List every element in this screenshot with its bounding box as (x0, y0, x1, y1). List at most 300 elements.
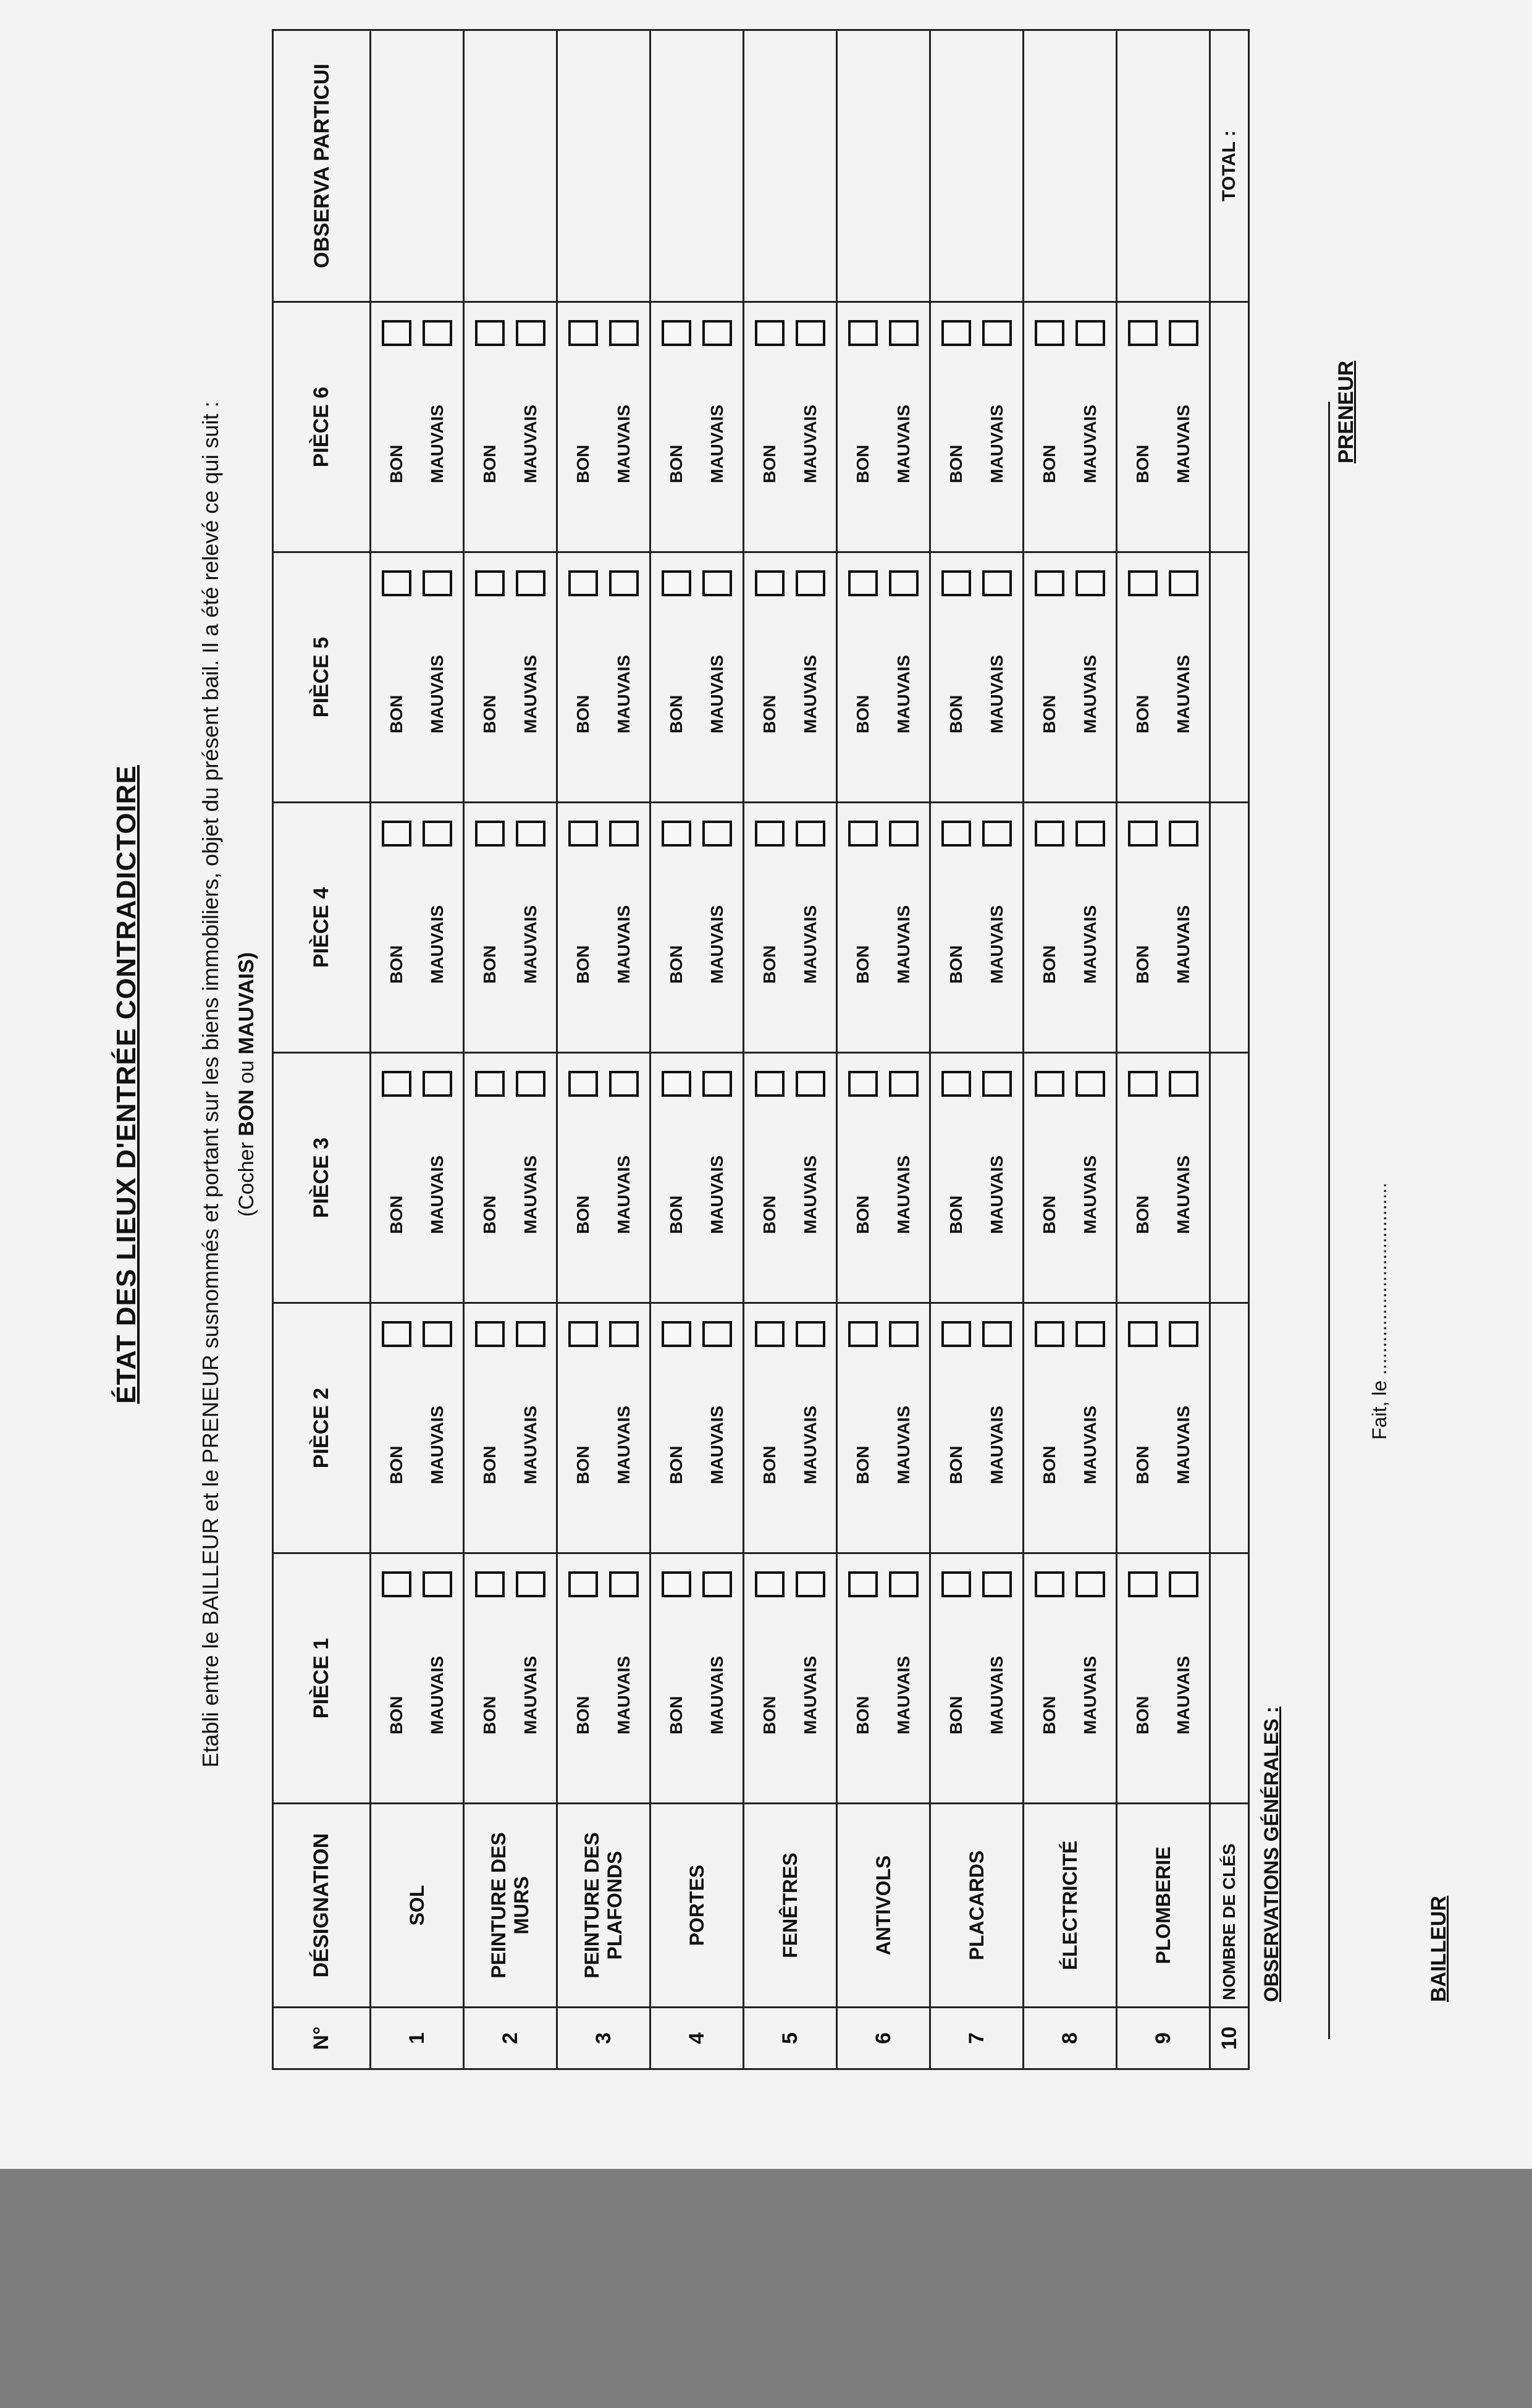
option-mauvais (1075, 553, 1105, 733)
bon-label: BON (387, 695, 406, 733)
bon-label: BON (760, 695, 779, 733)
mauvais-checkbox[interactable] (889, 821, 919, 847)
keys-count-cell[interactable] (1210, 552, 1249, 803)
bon-checkbox[interactable] (568, 570, 598, 596)
bon-checkbox[interactable] (1128, 1321, 1158, 1347)
bon-checkbox[interactable] (662, 821, 691, 847)
header-designation: DÉSIGNATION (273, 1804, 371, 2008)
option-bon (568, 303, 598, 483)
piece-3-cell (837, 1053, 930, 1303)
mauvais-checkbox[interactable] (702, 320, 732, 346)
mauvais-checkbox[interactable] (423, 821, 452, 847)
bon-checkbox[interactable] (1035, 320, 1064, 346)
mauvais-checkbox[interactable] (982, 821, 1012, 847)
observation-cell[interactable] (744, 30, 837, 302)
piece-1-cell (744, 1553, 837, 1804)
observation-cell[interactable] (464, 30, 557, 302)
piece-4-cell (557, 803, 650, 1053)
date-line: Fait, le ................................... (1368, 1182, 1391, 1440)
option-mauvais (702, 803, 732, 984)
row-designation: FENÊTRES (744, 1804, 837, 2008)
option-mauvais (609, 553, 639, 733)
option-mauvais (982, 1554, 1012, 1734)
condition-options (1128, 1054, 1198, 1302)
bon-checkbox[interactable] (941, 1071, 971, 1097)
bon-checkbox[interactable] (382, 821, 411, 847)
bon-checkbox[interactable] (848, 570, 878, 596)
keys-count-cell[interactable] (1210, 803, 1249, 1053)
mauvais-label: MAUVAIS (614, 654, 633, 733)
bon-label: BON (1133, 1696, 1152, 1734)
mauvais-checkbox[interactable] (609, 1571, 639, 1597)
bon-label: BON (573, 444, 592, 483)
mauvais-checkbox[interactable] (516, 821, 545, 847)
bon-checkbox[interactable] (382, 1321, 411, 1347)
instruction-prefix: (Cocher (235, 1142, 258, 1217)
condition-options (848, 1054, 919, 1302)
bon-checkbox[interactable] (848, 1571, 878, 1597)
row-number: 1 (371, 2008, 464, 2069)
bon-checkbox[interactable] (475, 320, 505, 346)
piece-3-cell (744, 1053, 837, 1303)
bon-checkbox[interactable] (755, 1321, 785, 1347)
option-bon (568, 553, 598, 733)
bon-label: BON (946, 945, 966, 984)
mauvais-label: MAUVAIS (707, 1155, 726, 1234)
option-mauvais (423, 553, 452, 733)
bon-checkbox[interactable] (1035, 821, 1064, 847)
piece-5-cell (1117, 552, 1210, 803)
document-title: ÉTAT DES LIEUX D'ENTRÉE CONTRADICTOIRE (111, 765, 141, 1404)
bon-checkbox[interactable] (568, 821, 598, 847)
bon-checkbox[interactable] (1128, 821, 1158, 847)
bon-label: BON (1040, 1195, 1059, 1234)
bon-checkbox[interactable] (848, 320, 878, 346)
bon-checkbox[interactable] (475, 1571, 505, 1597)
bon-label: BON (853, 695, 872, 733)
bon-checkbox[interactable] (382, 1071, 411, 1097)
bon-checkbox[interactable] (1128, 1571, 1158, 1597)
keys-count-cell[interactable] (1210, 302, 1249, 552)
mauvais-label: MAUVAIS (707, 404, 726, 483)
mauvais-label: MAUVAIS (987, 1155, 1006, 1234)
mauvais-checkbox[interactable] (423, 1321, 452, 1347)
bon-checkbox[interactable] (848, 1071, 878, 1097)
bon-checkbox[interactable] (941, 570, 971, 596)
condition-options (382, 1304, 452, 1552)
mauvais-checkbox[interactable] (1169, 570, 1198, 596)
bon-checkbox[interactable] (382, 1571, 411, 1597)
bon-checkbox[interactable] (755, 320, 785, 346)
piece-1-cell (1117, 1553, 1210, 1804)
piece-3-cell (464, 1053, 557, 1303)
condition-options (1035, 553, 1105, 801)
option-bon (1128, 1554, 1158, 1734)
bon-checkbox[interactable] (1035, 1571, 1064, 1597)
piece-4-cell (837, 803, 930, 1053)
condition-options (1128, 803, 1198, 1052)
header-piece-1: PIÈCE 1 (273, 1553, 371, 1804)
bon-checkbox[interactable] (475, 821, 505, 847)
mauvais-label: MAUVAIS (987, 654, 1006, 733)
bon-label: BON (1040, 1445, 1059, 1484)
bon-checkbox[interactable] (568, 320, 598, 346)
option-bon (475, 803, 505, 984)
mauvais-checkbox[interactable] (1075, 570, 1105, 596)
mauvais-checkbox[interactable] (609, 570, 639, 596)
observation-cell[interactable] (1024, 30, 1117, 302)
mauvais-label: MAUVAIS (707, 654, 726, 733)
bon-label: BON (573, 1445, 592, 1484)
mauvais-label: MAUVAIS (521, 1155, 540, 1234)
mauvais-checkbox[interactable] (982, 1071, 1012, 1097)
bon-label: BON (1040, 1696, 1059, 1734)
mauvais-checkbox[interactable] (796, 1571, 825, 1597)
inspection-table (272, 29, 1250, 2070)
mauvais-label: MAUVAIS (1080, 1655, 1100, 1734)
mauvais-checkbox[interactable] (982, 1571, 1012, 1597)
bon-label: BON (946, 1696, 966, 1734)
option-bon (941, 803, 971, 984)
row-number: 2 (464, 2008, 557, 2069)
condition-options (1035, 1054, 1105, 1302)
condition-options (755, 1304, 825, 1552)
mauvais-checkbox[interactable] (609, 320, 639, 346)
row-designation: PEINTURE DES PLAFONDS (557, 1804, 650, 2008)
option-bon (662, 1054, 691, 1234)
mauvais-checkbox[interactable] (796, 320, 825, 346)
mauvais-checkbox[interactable] (1075, 1321, 1105, 1347)
option-mauvais (1075, 803, 1105, 984)
bon-checkbox[interactable] (382, 570, 411, 596)
bon-label: BON (667, 444, 686, 483)
piece-5-cell (464, 552, 557, 803)
bon-checkbox[interactable] (662, 1571, 691, 1597)
mauvais-label: MAUVAIS (521, 404, 540, 483)
bon-label: BON (480, 695, 499, 733)
mauvais-checkbox[interactable] (1075, 821, 1105, 847)
piece-5-cell (1024, 552, 1117, 803)
table-row (557, 30, 650, 2069)
piece-2-cell (744, 1303, 837, 1553)
header-observations: OBSERVA PARTICUI (273, 30, 371, 302)
mauvais-checkbox[interactable] (609, 821, 639, 847)
condition-options (941, 803, 1012, 1052)
mauvais-label: MAUVAIS (614, 1405, 633, 1484)
piece-5-cell (837, 552, 930, 803)
option-bon (848, 553, 878, 733)
mauvais-checkbox[interactable] (423, 320, 452, 346)
condition-options (662, 803, 732, 1052)
option-mauvais (982, 803, 1012, 984)
option-bon (1128, 1054, 1158, 1234)
bon-checkbox[interactable] (1128, 570, 1158, 596)
bon-label: BON (760, 945, 779, 984)
table-row (650, 30, 744, 2069)
piece-6-cell (1117, 302, 1210, 552)
piece-6-cell (744, 302, 837, 552)
mauvais-checkbox[interactable] (796, 821, 825, 847)
bon-label: BON (946, 444, 966, 483)
keys-count-cell[interactable] (1210, 1553, 1249, 1804)
bon-checkbox[interactable] (475, 1321, 505, 1347)
mauvais-label: MAUVAIS (801, 905, 820, 984)
piece-6-cell (1024, 302, 1117, 552)
mauvais-checkbox[interactable] (516, 570, 545, 596)
bon-checkbox[interactable] (662, 1321, 691, 1347)
mauvais-label: MAUVAIS (1174, 905, 1193, 984)
option-bon (755, 303, 785, 483)
piece-6-cell (371, 302, 464, 552)
mauvais-checkbox[interactable] (1075, 1071, 1105, 1097)
mauvais-checkbox[interactable] (796, 570, 825, 596)
observation-cell[interactable] (650, 30, 744, 302)
option-bon (475, 1054, 505, 1234)
mauvais-checkbox[interactable] (516, 1571, 545, 1597)
piece-2-cell (371, 1303, 464, 1553)
signature-bailleur: BAILLEUR (1427, 1896, 1450, 2002)
option-mauvais (982, 1304, 1012, 1484)
mauvais-checkbox[interactable] (702, 1071, 732, 1097)
mauvais-checkbox[interactable] (1169, 1571, 1198, 1597)
mauvais-label: MAUVAIS (1174, 404, 1193, 483)
option-mauvais (702, 303, 732, 483)
bon-label: BON (667, 695, 686, 733)
option-bon (475, 1554, 505, 1734)
bon-checkbox[interactable] (755, 1571, 785, 1597)
condition-options (1035, 1554, 1105, 1802)
mauvais-checkbox[interactable] (423, 1571, 452, 1597)
mauvais-checkbox[interactable] (1075, 1571, 1105, 1597)
piece-2-cell (930, 1303, 1024, 1553)
mauvais-checkbox[interactable] (702, 1321, 732, 1347)
piece-3-cell (1117, 1053, 1210, 1303)
condition-options (941, 303, 1012, 551)
option-bon (1035, 1054, 1064, 1234)
bon-label: BON (946, 695, 966, 733)
bon-label: BON (573, 1195, 592, 1234)
bon-checkbox[interactable] (1128, 1071, 1158, 1097)
option-mauvais (1169, 553, 1198, 733)
bon-label: BON (1040, 945, 1059, 984)
condition-options (382, 1054, 452, 1302)
option-bon (755, 553, 785, 733)
option-mauvais (609, 803, 639, 984)
bon-label: BON (480, 945, 499, 984)
mauvais-checkbox[interactable] (889, 1321, 919, 1347)
mauvais-label: MAUVAIS (707, 1655, 726, 1734)
mauvais-checkbox[interactable] (1169, 1321, 1198, 1347)
bon-checkbox[interactable] (475, 570, 505, 596)
option-bon (382, 1304, 411, 1484)
mauvais-label: MAUVAIS (614, 404, 633, 483)
bon-checkbox[interactable] (382, 320, 411, 346)
option-mauvais (1075, 303, 1105, 483)
mauvais-checkbox[interactable] (702, 570, 732, 596)
mauvais-checkbox[interactable] (889, 1071, 919, 1097)
mauvais-label: MAUVAIS (1174, 1655, 1193, 1734)
mauvais-checkbox[interactable] (982, 320, 1012, 346)
piece-5-cell (744, 552, 837, 803)
mauvais-checkbox[interactable] (1169, 821, 1198, 847)
mauvais-label: MAUVAIS (427, 905, 447, 984)
option-mauvais (889, 1054, 919, 1234)
option-mauvais (796, 1304, 825, 1484)
bon-label: BON (853, 1696, 872, 1734)
bon-checkbox[interactable] (1035, 1321, 1064, 1347)
bon-checkbox[interactable] (662, 570, 691, 596)
bon-checkbox[interactable] (662, 320, 691, 346)
mauvais-checkbox[interactable] (516, 1071, 545, 1097)
mauvais-label: MAUVAIS (987, 905, 1006, 984)
condition-options (568, 1054, 639, 1302)
option-mauvais (702, 1054, 732, 1234)
mauvais-label: MAUVAIS (801, 1655, 820, 1734)
option-bon (941, 1304, 971, 1484)
mauvais-checkbox[interactable] (1169, 320, 1198, 346)
option-bon (568, 1304, 598, 1484)
mauvais-checkbox[interactable] (982, 570, 1012, 596)
bon-checkbox[interactable] (1035, 1071, 1064, 1097)
bon-checkbox[interactable] (755, 570, 785, 596)
option-mauvais (516, 1054, 545, 1234)
keys-count-cell[interactable] (1210, 1053, 1249, 1303)
piece-5-cell (557, 552, 650, 803)
instruction-text (235, 25, 259, 2144)
piece-4-cell (371, 803, 464, 1053)
option-mauvais (1075, 1054, 1105, 1234)
mauvais-checkbox[interactable] (796, 1071, 825, 1097)
bon-checkbox[interactable] (848, 1321, 878, 1347)
bon-label: BON (760, 1445, 779, 1484)
condition-options (755, 303, 825, 551)
piece-2-cell (1117, 1303, 1210, 1553)
option-mauvais (423, 1304, 452, 1484)
mauvais-label: MAUVAIS (1174, 1155, 1193, 1234)
option-bon (382, 1054, 411, 1234)
bon-label: BON (387, 1696, 406, 1734)
bon-label: BON (1133, 1195, 1152, 1234)
row-designation: SOL (371, 1804, 464, 2008)
option-mauvais (609, 1054, 639, 1234)
option-mauvais (796, 303, 825, 483)
piece-2-cell (650, 1303, 744, 1553)
mauvais-checkbox[interactable] (1169, 1071, 1198, 1097)
bon-checkbox[interactable] (941, 821, 971, 847)
table-body (371, 30, 1249, 2069)
keys-count-cell[interactable] (1210, 1303, 1249, 1553)
mauvais-label: MAUVAIS (894, 1155, 913, 1234)
mauvais-label: MAUVAIS (801, 654, 820, 733)
bon-checkbox[interactable] (941, 320, 971, 346)
option-mauvais (423, 803, 452, 984)
mauvais-checkbox[interactable] (889, 1571, 919, 1597)
piece-5-cell (650, 552, 744, 803)
observation-cell[interactable] (1117, 30, 1210, 302)
piece-1-cell (930, 1553, 1024, 1804)
bon-checkbox[interactable] (848, 821, 878, 847)
condition-options (382, 803, 452, 1052)
condition-options (1035, 1304, 1105, 1552)
mauvais-checkbox[interactable] (423, 570, 452, 596)
total-label: TOTAL : (1210, 30, 1249, 302)
mauvais-checkbox[interactable] (1075, 320, 1105, 346)
option-mauvais (889, 1554, 919, 1734)
option-bon (941, 303, 971, 483)
bon-label: BON (1133, 444, 1152, 483)
option-mauvais (889, 553, 919, 733)
mauvais-label: MAUVAIS (614, 905, 633, 984)
bon-checkbox[interactable] (662, 1071, 691, 1097)
piece-1-cell (371, 1553, 464, 1804)
bon-checkbox[interactable] (568, 1571, 598, 1597)
option-mauvais (609, 1554, 639, 1734)
mauvais-checkbox[interactable] (609, 1071, 639, 1097)
mauvais-label: MAUVAIS (707, 905, 726, 984)
piece-1-cell (1024, 1553, 1117, 1804)
observation-cell[interactable] (930, 30, 1024, 302)
option-bon (1128, 553, 1158, 733)
bon-checkbox[interactable] (475, 1071, 505, 1097)
option-mauvais (982, 303, 1012, 483)
option-bon (755, 1554, 785, 1734)
mauvais-checkbox[interactable] (982, 1321, 1012, 1347)
bon-checkbox[interactable] (941, 1571, 971, 1597)
mauvais-checkbox[interactable] (423, 1071, 452, 1097)
bon-label: BON (1133, 945, 1152, 984)
mauvais-checkbox[interactable] (609, 1321, 639, 1347)
mauvais-checkbox[interactable] (702, 821, 732, 847)
mauvais-checkbox[interactable] (516, 320, 545, 346)
mauvais-checkbox[interactable] (516, 1321, 545, 1347)
option-bon (382, 303, 411, 483)
row-number: 4 (650, 2008, 744, 2069)
observation-cell[interactable] (557, 30, 650, 302)
option-mauvais (423, 1554, 452, 1734)
mauvais-label: MAUVAIS (1080, 905, 1100, 984)
bon-label: BON (853, 1445, 872, 1484)
mauvais-checkbox[interactable] (702, 1571, 732, 1597)
mauvais-label: MAUVAIS (614, 1155, 633, 1234)
bon-checkbox[interactable] (1035, 570, 1064, 596)
observation-cell[interactable] (837, 30, 930, 302)
bon-checkbox[interactable] (568, 1321, 598, 1347)
bon-label: BON (946, 1195, 966, 1234)
row-number: 6 (837, 2008, 930, 2069)
row-number: 3 (557, 2008, 650, 2069)
condition-options (1035, 803, 1105, 1052)
bon-checkbox[interactable] (568, 1071, 598, 1097)
bon-checkbox[interactable] (1128, 320, 1158, 346)
bon-checkbox[interactable] (755, 821, 785, 847)
bon-checkbox[interactable] (941, 1321, 971, 1347)
mauvais-checkbox[interactable] (796, 1321, 825, 1347)
mauvais-label: MAUVAIS (427, 654, 447, 733)
mauvais-checkbox[interactable] (889, 570, 919, 596)
option-bon (848, 303, 878, 483)
observation-cell[interactable] (371, 30, 464, 302)
piece-1-cell (464, 1553, 557, 1804)
row-number: 8 (1024, 2008, 1117, 2069)
mauvais-checkbox[interactable] (889, 320, 919, 346)
keys-row (1210, 30, 1249, 2069)
bon-checkbox[interactable] (755, 1071, 785, 1097)
bon-label: BON (853, 444, 872, 483)
mauvais-label: MAUVAIS (1080, 404, 1100, 483)
mauvais-label: MAUVAIS (427, 1405, 447, 1484)
condition-options (382, 553, 452, 801)
option-mauvais (889, 803, 919, 984)
